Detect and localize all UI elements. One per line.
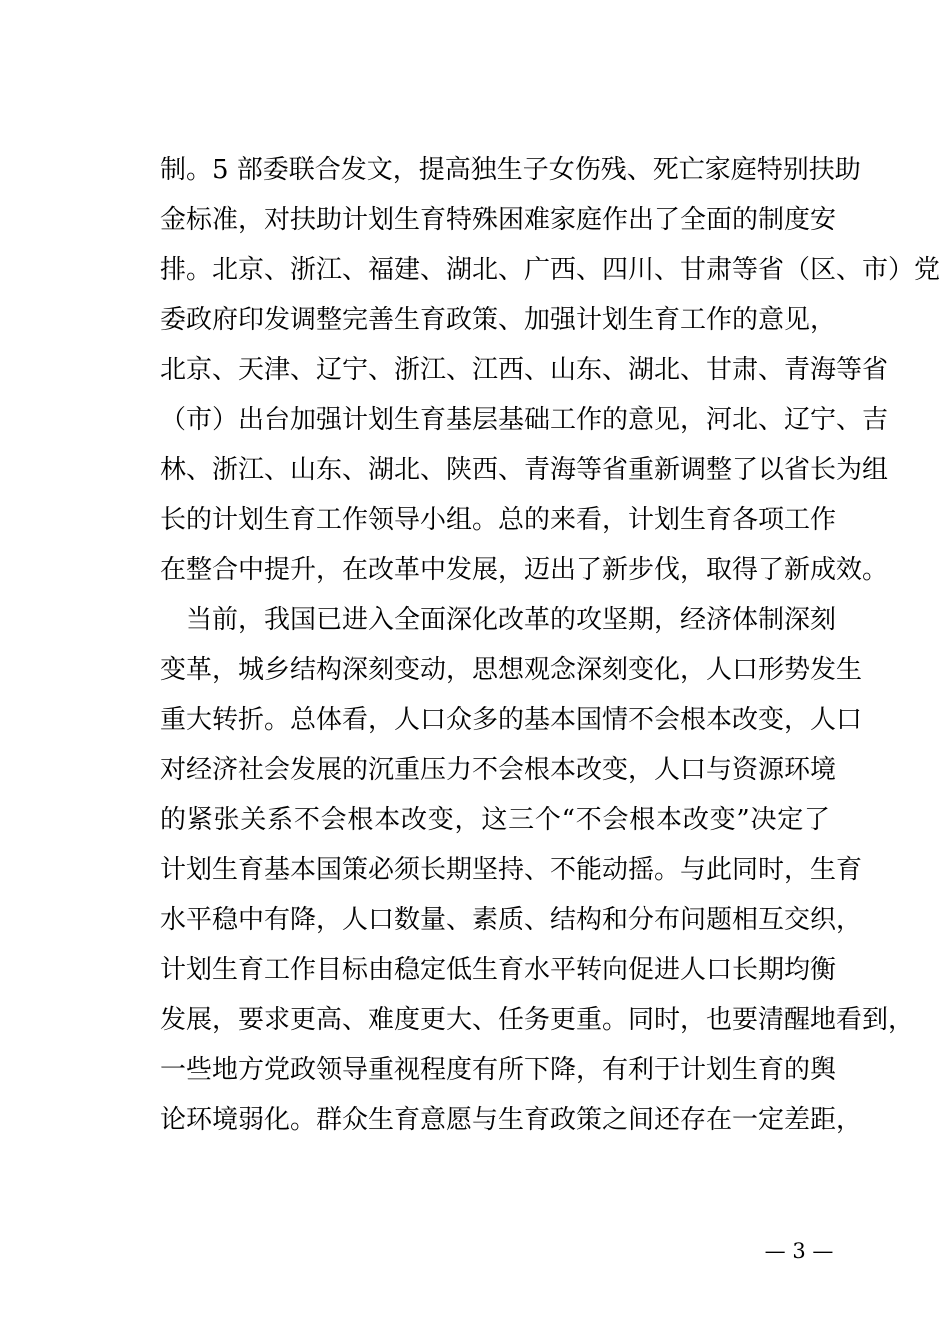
text-line: 水平稳中有降，人口数量、素质、结构和分布问题相互交织，: [160, 905, 863, 935]
text-line: 金标准，对扶助计划生育特殊困难家庭作出了全面的制度安: [160, 205, 837, 235]
text-line: 论环境弱化。群众生育意愿与生育政策之间还存在一定差距，: [160, 1105, 863, 1135]
text-line: 计划生育工作目标由稳定低生育水平转向促进人口长期均衡: [160, 955, 837, 985]
page-number: — 3 —: [764, 1239, 834, 1263]
text-line: 对经济社会发展的沉重压力不会根本改变，人口与资源环境: [160, 755, 837, 785]
text-line: 发展，要求更高、难度更大、任务更重。同时，也要清醒地看到，: [160, 1005, 915, 1035]
text-line: 委政府印发调整完善生育政策、加强计划生育工作的意见，: [160, 305, 837, 335]
text-line: 制。5 部委联合发文，提高独生子女伤残、死亡家庭特别扶助: [160, 155, 861, 185]
text-line: 林、浙江、山东、湖北、陕西、青海等省重新调整了以省长为组: [160, 455, 889, 485]
text-line: 长的计划生育工作领导小组。总的来看，计划生育各项工作: [160, 505, 837, 535]
text-line: 排。北京、浙江、福建、湖北、广西、四川、甘肃等省（区、市）党: [160, 255, 941, 285]
paragraph-end-line: 在整合中提升，在改革中发展，迈出了新步伐，取得了新成效。: [160, 555, 889, 585]
text-line: 变革，城乡结构深刻变动，思想观念深刻变化，人口形势发生: [160, 655, 863, 685]
text-line: 重大转折。总体看，人口众多的基本国情不会根本改变，人口: [160, 705, 863, 735]
paragraph-first-line: 当前，我国已进入全面深化改革的攻坚期，经济体制深刻: [186, 605, 837, 635]
text-line: 计划生育基本国策必须长期坚持、不能动摇。与此同时，生育: [160, 855, 863, 885]
text-line: 的紧张关系不会根本改变，这三个“不会根本改变”决定了: [160, 805, 830, 835]
text-line: （市）出台加强计划生育基层基础工作的意见，河北、辽宁、吉: [160, 405, 889, 435]
text-line: 北京、天津、辽宁、浙江、江西、山东、湖北、甘肃、青海等省: [160, 355, 889, 385]
text-line: 一些地方党政领导重视程度有所下降，有利于计划生育的舆: [160, 1055, 837, 1085]
